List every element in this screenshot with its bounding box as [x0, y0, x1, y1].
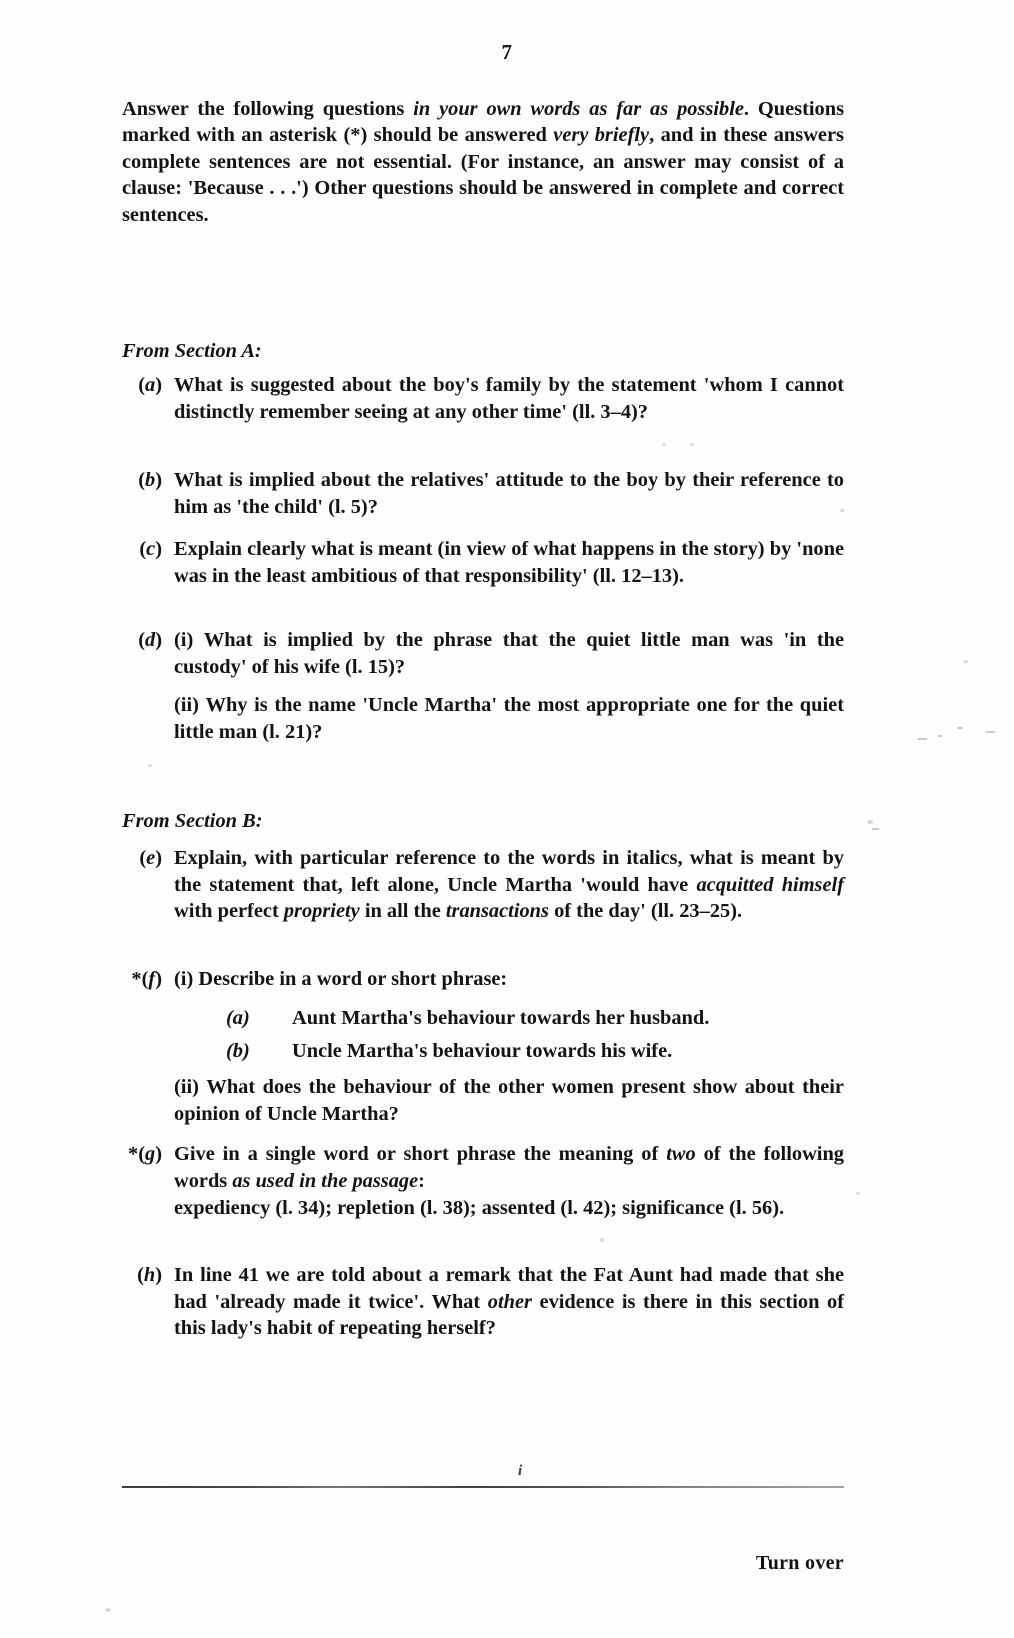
- question-f-sub-a-label: (a): [226, 1007, 250, 1029]
- question-f-roman-ii: (ii): [174, 1076, 199, 1098]
- question-d-i: [122, 627, 844, 680]
- question-f-sub-b: [122, 1038, 844, 1065]
- question-h-text-2: evidence is there in this section of this lady's habit of repeating herself?: [174, 1290, 844, 1340]
- question-a-body: [122, 372, 844, 425]
- question-e-text-2: with perfect: [174, 900, 284, 923]
- instructions-italic-1: in your own words as far as possible: [413, 98, 744, 120]
- question-d-ii-body: [122, 692, 844, 745]
- question-c-text: Explain clearly what is meant (in view of what happens in the story) by 'none was in the least ambitious of that responsibility' (ll. 12–13).: [174, 538, 844, 587]
- question-f-roman-i: (i): [174, 968, 194, 990]
- question-d-label: (d): [138, 629, 162, 651]
- question-f-sub-a-text: Aunt Martha's behaviour towards her husband.: [292, 1007, 710, 1029]
- question-h-label: (h): [137, 1264, 162, 1286]
- question-e-text-1: Explain, with particular reference to the words in italics, what is meant by the statement that, left alone, Uncle Martha 'would have: [174, 847, 844, 896]
- question-f-sub-b-letter: b: [232, 1040, 243, 1062]
- question-b-body: [122, 467, 844, 520]
- scan-speck: [963, 660, 968, 663]
- question-f-sub-a: [122, 1005, 844, 1032]
- scan-speck: [957, 727, 963, 729]
- question-g-italic-2: as used in the passage: [232, 1169, 419, 1192]
- question-a-label: (a): [138, 374, 162, 396]
- question-h-body: [122, 1262, 844, 1342]
- scan-speck: [840, 509, 845, 512]
- question-a-text: What is suggested about the boy's family by the statement 'whom I cannot distinctly remember seeing at any other time' (ll. 3–4)?: [174, 374, 844, 423]
- question-d-roman-i: (i): [174, 629, 194, 651]
- question-c-label: (c): [139, 538, 162, 560]
- question-b: [122, 467, 844, 520]
- question-h-italic-1: other: [487, 1290, 532, 1313]
- instructions-text-2: . Questions marked with an asterisk (*) should be answered: [122, 98, 845, 147]
- question-f-label: *(f): [131, 968, 162, 990]
- question-e-letter: e: [146, 847, 156, 869]
- question-e-text-4: of the day' (ll. 23–25).: [548, 900, 743, 923]
- question-g-letter: g: [145, 1143, 156, 1165]
- question-b-letter: b: [145, 469, 156, 491]
- footer-horizontal-rule: [122, 1486, 844, 1488]
- question-h-text-1: In line 41 we are told about a remark that the Fat Aunt had made that she had 'already made it twice'. What: [174, 1264, 844, 1313]
- question-a-letter: a: [145, 374, 156, 396]
- scan-speck: [856, 1192, 860, 1195]
- question-f-asterisk: *: [131, 968, 142, 990]
- question-f-sub-b-text: Uncle Martha's behaviour towards his wife.: [292, 1040, 673, 1062]
- instructions-paragraph: [122, 96, 844, 228]
- question-f-i: [122, 966, 844, 993]
- question-h-letter: h: [143, 1264, 156, 1286]
- question-f-text-ii: What does the behaviour of the other women present show about their opinion of Uncle Martha?: [174, 1076, 844, 1125]
- page-number: 7: [501, 40, 513, 64]
- question-d-ii: [122, 692, 844, 745]
- question-g: [122, 1141, 844, 1194]
- question-f-sub-a-letter: a: [232, 1007, 243, 1029]
- scan-speck: [148, 764, 152, 767]
- question-e-italic-2: propriety: [283, 900, 360, 923]
- question-e-text-3: in all the: [359, 900, 446, 923]
- question-f-i-body: [122, 966, 844, 993]
- scan-speck: [986, 731, 995, 733]
- scan-speck: [867, 820, 873, 824]
- section-a-heading: From Section A:: [122, 340, 262, 362]
- question-c: [122, 536, 844, 589]
- scan-speck: [872, 828, 879, 830]
- footer-tick-mark: i: [518, 1463, 523, 1479]
- question-g-word-list-body: expediency (l. 34); repletion (l. 38); assented (l. 42); significance (l. 56).: [174, 1197, 785, 1219]
- question-g-text-3: :: [418, 1169, 425, 1192]
- question-e-body: [122, 845, 844, 925]
- question-c-letter: c: [146, 538, 156, 560]
- scan-speck: [600, 1238, 604, 1242]
- question-b-label: (b): [138, 469, 162, 491]
- question-f-ii: [122, 1074, 844, 1127]
- question-f-letter: f: [148, 968, 156, 990]
- scan-speck: [918, 738, 927, 740]
- question-a: [122, 372, 844, 425]
- instructions-text-1: Answer the following questions: [122, 98, 414, 120]
- question-g-italic-1: two: [666, 1143, 696, 1165]
- question-g-label: *(g): [128, 1143, 162, 1165]
- question-f-sub-a-body: [122, 1005, 844, 1032]
- question-g-text-1: Give in a single word or short phrase the meaning of: [174, 1143, 667, 1165]
- question-d-text-i: What is implied by the phrase that the quiet little man was 'in the custody' of his wife (l. 15)?: [174, 629, 844, 678]
- question-g-word-list: [122, 1195, 844, 1222]
- question-e-italic-1: acquitted himself: [696, 873, 844, 896]
- question-b-text: What is implied about the relatives' attitude to the boy by their reference to him as 'the child' (l. 5)?: [174, 469, 844, 518]
- question-f-sub-b-body: [122, 1038, 844, 1065]
- question-d-text-ii: Why is the name 'Uncle Martha' the most appropriate one for the quiet little man (l. 21)?: [174, 694, 844, 743]
- scan-speck: [662, 443, 666, 446]
- instructions-italic-2: very briefly: [553, 124, 650, 147]
- question-d-roman-ii: (ii): [174, 694, 199, 716]
- scan-speck: [105, 1608, 111, 1612]
- question-h: [122, 1262, 844, 1342]
- question-d-i-body: [122, 627, 844, 680]
- question-e: [122, 845, 844, 925]
- question-e-label: (e): [139, 847, 162, 869]
- question-c-body: [122, 536, 844, 589]
- question-d-letter: d: [145, 629, 156, 651]
- question-g-body: [122, 1141, 844, 1194]
- turn-over-label: Turn over: [755, 1552, 844, 1574]
- scan-speck: [690, 443, 694, 446]
- question-f-text-i: Describe in a word or short phrase:: [198, 968, 508, 990]
- question-f-sub-b-label: (b): [226, 1040, 250, 1062]
- question-e-italic-3: transactions: [445, 900, 549, 923]
- question-f-ii-body: [122, 1074, 844, 1127]
- section-b-heading: From Section B:: [122, 810, 263, 832]
- question-g-asterisk: *: [128, 1143, 139, 1165]
- question-g-text-2: of the following words: [174, 1143, 844, 1192]
- instructions-text-3: , and in these answers complete sentences are not essential. (For instance, an answer may consist of a clause: 'Because . . .') Other questions should be answered in complete and correct sentences.: [122, 124, 844, 226]
- scan-speck: [938, 735, 942, 737]
